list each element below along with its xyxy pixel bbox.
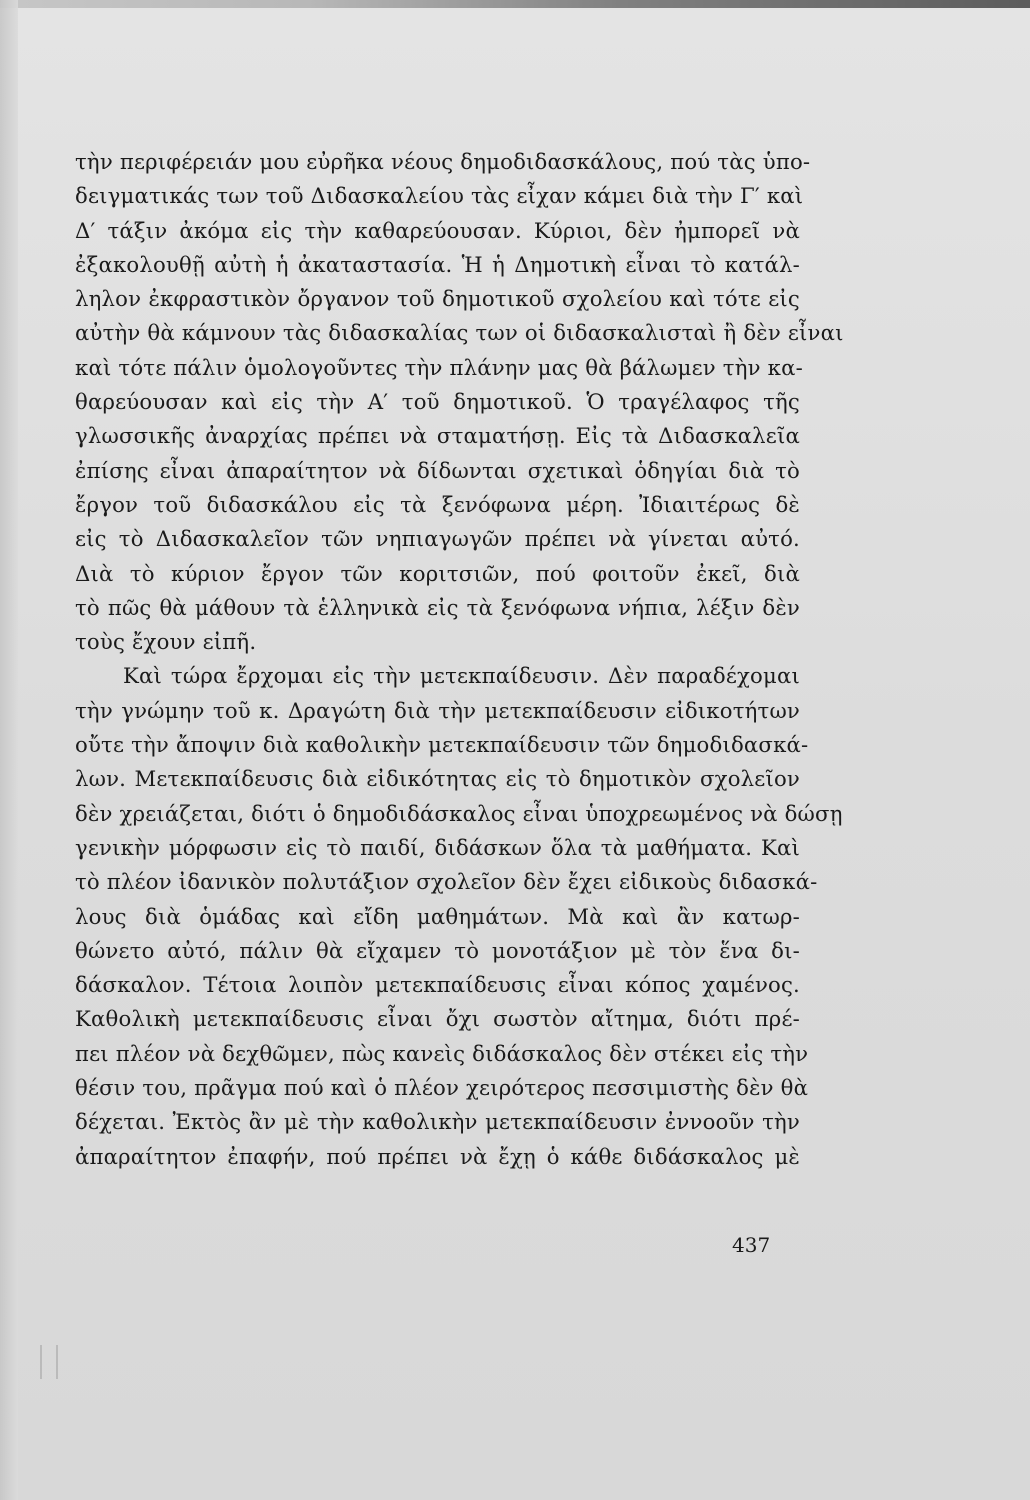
scan-left-edge-shadow	[0, 0, 18, 1500]
text-line: γλωσσικῆς ἀναρχίας πρέπει νὰ σταματήσῃ. Εἰς τὰ Διδασκαλεῖα	[75, 423, 800, 449]
text-line: Καθολικὴ μετεκπαίδευσις εἶναι ὄχι σωστὸν αἴτημα, διότι πρέ-	[75, 1006, 800, 1032]
text-line: γενικὴν μόρφωσιν εἰς τὸ παιδί, διδάσκων ὅλα τὰ μαθήματα. Καὶ	[75, 834, 800, 860]
text-line: θαρεύουσαν καὶ εἰς τὴν Α′ τοῦ δημοτικοῦ. Ὁ τραγέλαφος τῆς	[75, 389, 800, 415]
text-line: τὴν γνώμην τοῦ κ. Δραγώτη διὰ τὴν μετεκπαίδευσιν εἰδικοτήτων	[75, 697, 800, 723]
text-line: τοὺς ἔχουν εἰπῆ.	[75, 629, 257, 655]
text-line: αὐτὴν θὰ κάμνουν τὰς διδασκαλίας των οἱ διδασκαλισταὶ ἢ δὲν εἶναι	[75, 320, 844, 346]
scan-margin-mark	[40, 1345, 58, 1379]
paragraph-1	[75, 145, 844, 659]
paragraph-2	[75, 659, 843, 1173]
text-line: Δ′ τάξιν ἀκόμα εἰς τὴν καθαρεύουσαν. Κύριοι, δὲν ἠμπορεῖ νὰ	[75, 217, 800, 243]
text-line: ἐξακολουθῇ αὐτὴ ἡ ἀκαταστασία. Ἡ ἡ Δημοτικὴ εἶναι τὸ κατάλ-	[75, 251, 800, 277]
text-line: ἐπίσης εἶναι ἀπαραίτητον νὰ δίδωνται σχετικαὶ ὁδηγίαι διὰ τὸ	[75, 457, 800, 483]
text-line: τὸ πλέον ἰδανικὸν πολυτάξιον σχολεῖον δὲν ἔχει εἰδικοὺς διδασκά-	[75, 869, 818, 895]
text-line: θώνετο αὐτό, πάλιν θὰ εἴχαμεν τὸ μονοτάξιον μὲ τὸν ἕνα δι-	[75, 937, 800, 963]
text-line: ἀπαραίτητον ἐπαφήν, πού πρέπει νὰ ἔχῃ ὁ κάθε διδάσκαλος μὲ	[75, 1143, 800, 1169]
text-line: δειγματικάς των τοῦ Διδασκαλείου τὰς εἶχαν κάμει διὰ τὴν Γ′ καὶ	[75, 183, 804, 209]
body-text	[75, 145, 844, 1174]
text-line: τὴν περιφέρειάν μου εὐρῆκα νέους δημοδιδασκάλους, πού τὰς ὑπο-	[75, 149, 811, 174]
text-line: Διὰ τὸ κύριον ἔργον τῶν κοριτσιῶν, πού φοιτοῦν ἐκεῖ, διὰ	[75, 560, 800, 586]
text-line: ἔργον τοῦ διδασκάλου εἰς τὰ ξενόφωνα μέρη. Ἰδιαιτέρως δὲ	[75, 491, 800, 517]
page-number: 437	[732, 1233, 771, 1257]
text-line: πει πλέον νὰ δεχθῶμεν, πὼς κανεὶς διδάσκαλος δὲν στέκει εἰς τὴν	[75, 1040, 809, 1066]
text-line: Καὶ τώρα ἔρχομαι εἰς τὴν μετεκπαίδευσιν. Δὲν παραδέχομαι	[123, 663, 800, 689]
text-line: καὶ τότε πάλιν ὁμολογοῦντες τὴν πλάνην μας θὰ βάλωμεν τὴν κα-	[75, 354, 803, 380]
text-line: λων. Μετεκπαίδευσις διὰ εἰδικότητας εἰς τὸ δημοτικὸν σχολεῖον	[75, 766, 800, 792]
text-line: εἰς τὸ Διδασκαλεῖον τῶν νηπιαγωγῶν πρέπει νὰ γίνεται αὐτό.	[75, 526, 800, 552]
text-line: τὸ πῶς θὰ μάθουν τὰ ἑλληνικὰ εἰς τὰ ξενόφωνα νήπια, λέξιν δὲν	[75, 594, 800, 620]
text-line: θέσιν του, πρᾶγμα πού καὶ ὁ πλέον χειρότερος πεσσιμιστὴς δὲν θὰ	[75, 1075, 809, 1101]
text-line: δέχεται. Ἐκτὸς ἂν μὲ τὴν καθολικὴν μετεκπαίδευσιν ἐννοοῦν τὴν	[75, 1109, 800, 1135]
text-line: λους διὰ ὁμάδας καὶ εἴδη μαθημάτων. Μὰ καὶ ἂν κατωρ-	[75, 903, 800, 929]
scan-top-edge-shadow	[0, 0, 1030, 8]
text-line: ληλον ἐκφραστικὸν ὄργανον τοῦ δημοτικοῦ σχολείου καὶ τότε εἰς	[75, 286, 800, 312]
text-line: δὲν χρειάζεται, διότι ὁ δημοδιδάσκαλος εἶναι ὑποχρεωμένος νὰ δώσῃ	[75, 800, 843, 826]
text-line: δάσκαλον. Τέτοια λοιπὸν μετεκπαίδευσις εἶναι κόπος χαμένος.	[75, 972, 800, 998]
text-line: οὔτε τὴν ἄποψιν διὰ καθολικὴν μετεκπαίδευσιν τῶν δημοδιδασκά-	[75, 732, 809, 758]
